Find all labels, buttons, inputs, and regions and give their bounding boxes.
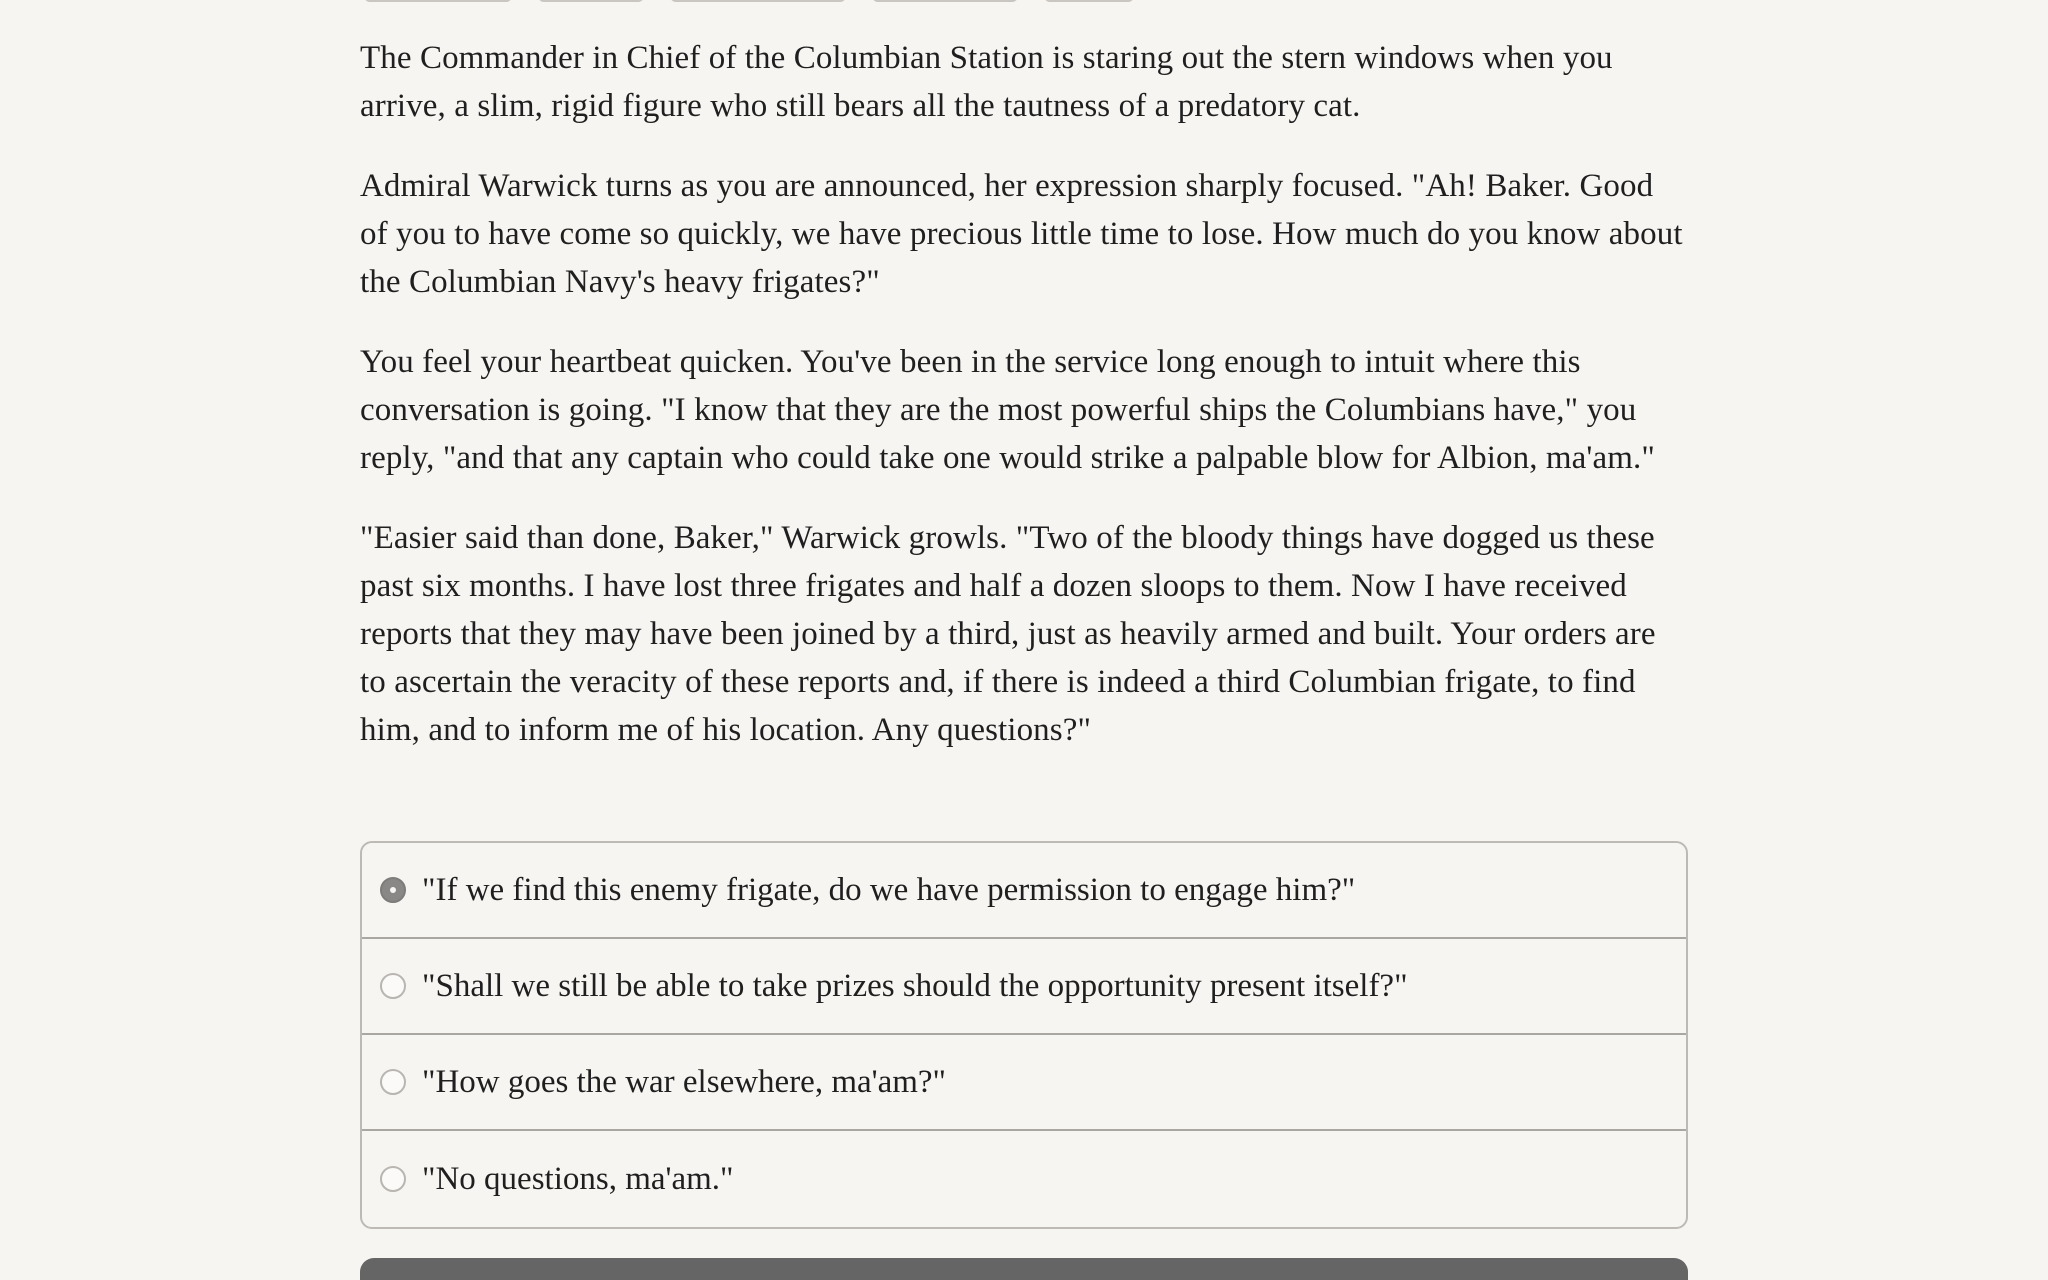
choice-option-2[interactable] [362,939,1686,1035]
radio-selected-icon[interactable] [380,877,406,903]
choice-label: "How goes the war elsewhere, ma'am?" [422,1064,947,1100]
menu-button-5[interactable] [1044,0,1134,2]
story-text [360,34,1688,786]
choice-option-3[interactable] [362,1035,1686,1131]
menu-button-2[interactable] [538,0,644,2]
choice-label: "Shall we still be able to take prizes should the opportunity present itself?" [422,968,1408,1004]
menu-button-3[interactable] [670,0,846,2]
choice-label: "No questions, ma'am." [422,1161,734,1197]
menu-button-1[interactable] [364,0,512,2]
story-paragraph: The Commander in Chief of the Columbian Station is staring out the stern windows when you arrive, a slim, rigid figure who still bears all the tautness of a predatory cat. [360,40,1613,124]
menu-button-4[interactable] [872,0,1018,2]
choice-option-1[interactable] [362,843,1686,939]
choice-option-4[interactable] [362,1131,1686,1227]
story-paragraph: You feel your heartbeat quicken. You've been in the service long enough to intuit where this conversation is going. "I know that they are the most powerful ships the Columbians have," you reply, "and that any captain who could take one would strike a palpable blow for Albion, ma'am." [360,344,1655,476]
radio-unselected-icon[interactable] [380,973,406,999]
next-button[interactable] [360,1258,1688,1280]
choice-list [360,841,1688,1229]
choice-label: "If we find this enemy frigate, do we have permission to engage him?" [422,872,1356,908]
story-paragraph: Admiral Warwick turns as you are announced, her expression sharply focused. "Ah! Baker. Good of you to have come so quickly, we have precious little time to lose. How much do you know about the Columbian Navy's heavy frigates?" [360,168,1683,300]
radio-unselected-icon[interactable] [380,1166,406,1192]
radio-unselected-icon[interactable] [380,1069,406,1095]
story-paragraph: "Easier said than done, Baker," Warwick growls. "Two of the bloody things have dogged us these past six months. I have lost three frigates and half a dozen sloops to them. Now I have received reports that they may have been joined by a third, just as heavily armed and built. Your orders are to ascertain the veracity of these reports and, if there is indeed a third Columbian frigate, to find him, and to inform me of his location. Any questions?" [360,520,1656,748]
